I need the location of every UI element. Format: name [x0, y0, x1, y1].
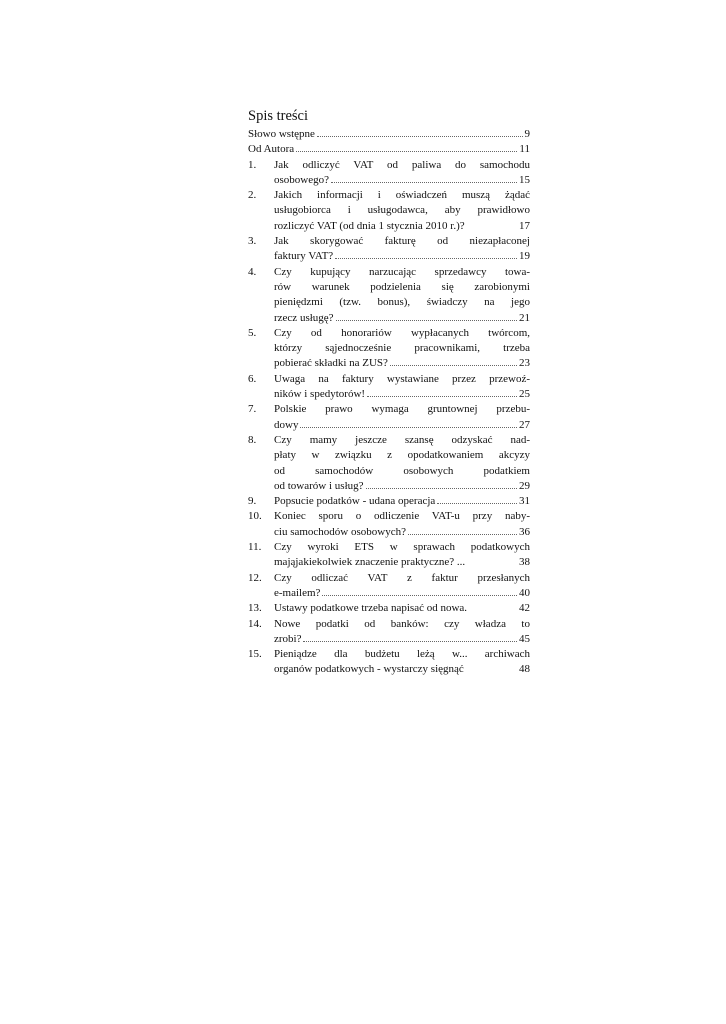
- toc-entry: [248, 158, 530, 189]
- dot-leader: [437, 503, 517, 504]
- toc-entry-title: mająjakiekolwiek znaczenie praktyczne? ...: [274, 556, 466, 569]
- toc-page-number: 19: [519, 250, 530, 263]
- toc-entry-line: Czy od honorariów wypłacanych twórcom,: [274, 326, 530, 339]
- toc-page-number: 25: [519, 388, 530, 401]
- toc-entry: [248, 326, 530, 372]
- toc-entry-number: 2.: [248, 189, 257, 202]
- toc-entry-line: pieniędzmi (tzw. bonus), świadczy na jego: [274, 296, 530, 309]
- toc-entry-title: ciu samochodów osobowych?: [274, 525, 406, 538]
- toc-page-number: 23: [519, 357, 530, 370]
- toc-entries: [248, 127, 530, 678]
- toc-entry-number: 8.: [248, 433, 257, 446]
- toc-entry-number: 10.: [248, 510, 262, 523]
- toc-page-number: 11: [519, 143, 530, 156]
- dot-leader: [336, 320, 517, 321]
- dot-leader: [303, 641, 517, 642]
- toc-entry-number: 7.: [248, 403, 257, 416]
- toc-entry-title: dowy: [274, 418, 299, 431]
- toc-entry-number: 12.: [248, 571, 262, 584]
- toc-entry: [248, 494, 530, 509]
- toc-page-number: 21: [519, 311, 530, 324]
- toc-entry: [248, 142, 530, 157]
- toc-entry-title: pobierać składki na ZUS?: [274, 357, 388, 370]
- toc-entry-number: 6.: [248, 372, 257, 385]
- toc-page-number: 31: [519, 495, 530, 508]
- toc-page-number: 48: [519, 663, 530, 676]
- toc-entry-title: rzecz usługę?: [274, 311, 334, 324]
- toc-entry: [248, 540, 530, 571]
- toc-entry: [248, 188, 530, 234]
- toc-entry-line: Czy kupujący narzucając sprzedawcy towa-: [274, 265, 530, 278]
- toc-entry-line: płaty w związku z opodatkowaniem akcyzy: [274, 449, 530, 462]
- dot-leader: [408, 534, 517, 535]
- toc-entry-line: Jakich informacji i oświadczeń muszą żądać: [274, 189, 530, 202]
- toc-entry-title: e-mailem?: [274, 586, 321, 599]
- dot-leader: [335, 258, 517, 259]
- toc-entry-number: 15.: [248, 648, 262, 661]
- toc-entry-title: zrobi?: [274, 632, 302, 645]
- toc-entry: [248, 617, 530, 648]
- toc-entry-title: od towarów i usług?: [274, 479, 364, 492]
- toc-page-number: 36: [519, 525, 530, 538]
- toc-page-number: 27: [519, 418, 530, 431]
- toc-entry-number: 5.: [248, 326, 257, 339]
- toc-entry-line: Koniec sporu o odliczenie VAT-u przy naby-: [274, 510, 530, 523]
- toc-entry-line: Nowe podatki od banków: czy władza to: [274, 617, 530, 630]
- toc-page-number: 45: [519, 632, 530, 645]
- toc-entry-line: Czy odliczać VAT z faktur przesłanych: [274, 571, 530, 584]
- toc-entry-title: osobowego?: [274, 173, 329, 186]
- toc-entry: [248, 647, 530, 678]
- toc-entry-line: Pieniądze dla budżetu leżą w... archiwach: [274, 648, 530, 661]
- toc-entry-number: 11.: [248, 541, 262, 554]
- dot-leader: [322, 595, 517, 596]
- toc-entry-line: Jak odliczyć VAT od paliwa do samochodu: [274, 158, 530, 171]
- toc-page-number: 15: [519, 173, 530, 186]
- toc-entry-line: od samochodów osobowych podatkiem: [274, 464, 530, 477]
- toc-entry-title: Słowo wstępne: [248, 128, 315, 140]
- toc-page-number: 40: [519, 586, 530, 599]
- toc-entry-number: 1.: [248, 158, 257, 171]
- toc-entry-title: faktury VAT?: [274, 250, 334, 263]
- dot-leader: [390, 365, 517, 366]
- toc-entry-title: Od Autora: [248, 143, 295, 156]
- toc-entry: [248, 265, 530, 326]
- toc-entry-number: 14.: [248, 617, 262, 630]
- dot-leader: [296, 151, 517, 152]
- toc-page-number: 42: [519, 602, 530, 615]
- toc-entry: [248, 402, 530, 433]
- toc-entry: [248, 234, 530, 265]
- toc-entry: [248, 571, 530, 602]
- toc-page-number: 9: [524, 128, 530, 140]
- toc-entry-line: usługobiorca i usługodawca, aby prawidłowo: [274, 204, 530, 217]
- dot-leader: [367, 396, 517, 397]
- dot-leader: [331, 182, 517, 183]
- toc-entry-number: 13.: [248, 602, 262, 615]
- toc-entry-title: organów podatkowych - wystarczy sięgnąć: [274, 663, 464, 676]
- toc-entry-line: Jak skorygować fakturę od niezapłaconej: [274, 235, 530, 248]
- toc-entry: [248, 509, 530, 540]
- toc-entry-line: Polskie prawo wymaga gruntownej przebu-: [274, 403, 530, 416]
- toc-entry: [248, 433, 530, 494]
- toc-entry: [248, 601, 530, 616]
- toc-entry-line: rów warunek podzielenia się zarobionymi: [274, 280, 530, 293]
- toc-entry-number: 9.: [248, 495, 257, 508]
- toc-page-number: 38: [519, 556, 530, 569]
- toc-page-number: 29: [519, 479, 530, 492]
- dot-leader: [317, 136, 523, 137]
- toc-entry: [248, 372, 530, 403]
- dot-leader: [300, 427, 517, 428]
- table-of-contents: [248, 108, 530, 678]
- toc-entry-title: Ustawy podatkowe trzeba napisać od nowa.: [274, 602, 468, 615]
- toc-entry-title: Popsucie podatków - udana operacja: [274, 495, 436, 508]
- toc-entry: [248, 127, 530, 142]
- toc-entry-number: 3.: [248, 235, 257, 248]
- toc-title: Spis treści: [248, 108, 309, 124]
- toc-entry-title: rozliczyć VAT (od dnia 1 stycznia 2010 r.)?: [274, 219, 465, 232]
- toc-entry-line: którzy sąjednocześnie pracownikami, trzeba: [274, 342, 530, 355]
- toc-entry-line: Czy mamy jeszcze szansę odzyskać nad-: [274, 433, 530, 446]
- toc-entry-line: Czy wyroki ETS w sprawach podatkowych: [274, 541, 530, 554]
- toc-entry-number: 4.: [248, 265, 257, 278]
- toc-entry-line: Uwaga na faktury wystawiane przez przewoź-: [274, 372, 530, 385]
- dot-leader: [366, 488, 517, 489]
- toc-entry-title: ników i spedytorów!: [274, 388, 366, 401]
- toc-page-number: 17: [519, 219, 530, 232]
